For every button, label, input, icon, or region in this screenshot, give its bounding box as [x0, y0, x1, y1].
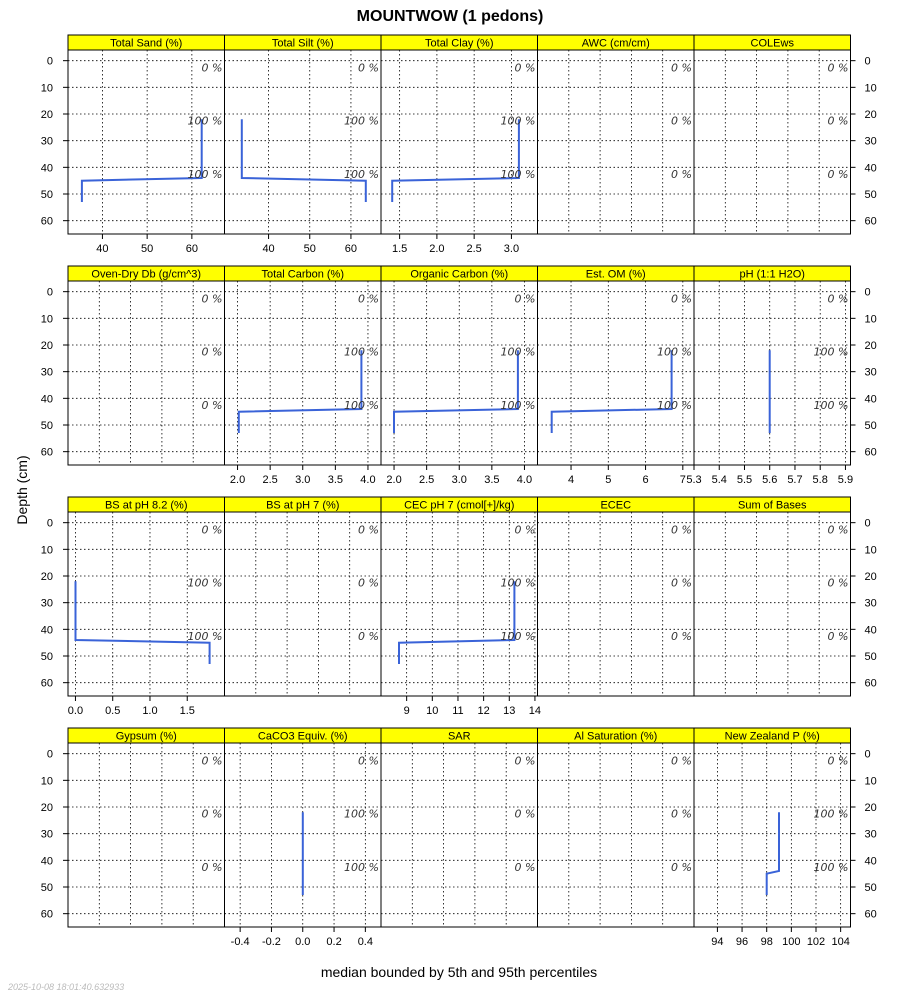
- x-tick-label: 60: [344, 243, 358, 255]
- x-tick-label: 0.4: [357, 936, 373, 948]
- y-tick-label: 50: [864, 651, 877, 663]
- y-tick-label: 10: [864, 544, 877, 557]
- y-tick-label: 10: [40, 544, 53, 557]
- y-tick-label: 10: [864, 82, 877, 95]
- percent-label: 0 %: [514, 61, 536, 75]
- y-tick-label: 60: [864, 677, 877, 690]
- y-tick-label: 10: [40, 82, 53, 95]
- percent-label: 0 %: [201, 292, 223, 306]
- panel-title: Est. OM (%): [585, 268, 646, 281]
- panel-title: SAR: [447, 730, 471, 743]
- percent-label: 0 %: [358, 754, 379, 768]
- percent-label: 100 %: [187, 576, 223, 590]
- y-tick-label: 40: [864, 855, 877, 868]
- y-tick-label: 30: [40, 828, 53, 841]
- percent-label: 0 %: [201, 345, 223, 359]
- panel-title: Organic Carbon (%): [410, 268, 509, 281]
- y-tick-label: 60: [864, 215, 877, 228]
- percent-label: 100 %: [344, 345, 379, 359]
- panel: [694, 728, 877, 948]
- panel-title: Total Sand (%): [110, 37, 183, 50]
- percent-label: 100 %: [813, 807, 849, 821]
- y-tick-label: 20: [40, 802, 53, 814]
- panel-border: [225, 50, 382, 234]
- y-tick-label: 0: [46, 55, 53, 68]
- x-tick-label: 50: [141, 243, 154, 255]
- y-tick-label: 60: [864, 446, 877, 459]
- percent-label: 0 %: [671, 168, 692, 181]
- y-tick-label: 20: [864, 340, 877, 352]
- percent-label: 0 %: [514, 754, 536, 768]
- percent-label: 0 %: [358, 630, 379, 643]
- x-tick-label: 102: [806, 936, 826, 948]
- x-tick-label: 3.0: [451, 474, 467, 486]
- percent-label: 100 %: [187, 630, 223, 643]
- x-tick-label: 5.9: [837, 474, 854, 486]
- y-tick-label: 0: [46, 517, 53, 530]
- x-tick-label: 2.0: [386, 474, 402, 486]
- percent-label: 100 %: [500, 345, 536, 359]
- y-tick-label: 20: [40, 340, 53, 352]
- y-tick-label: 30: [40, 597, 53, 610]
- panel: [381, 497, 541, 717]
- x-tick-label: 12: [477, 705, 490, 717]
- x-tick-label: 1.5: [179, 705, 195, 717]
- y-tick-label: 50: [40, 420, 53, 432]
- x-tick-label: 9: [403, 705, 410, 717]
- percent-label: 100 %: [344, 399, 379, 412]
- x-tick-label: 0.0: [295, 936, 311, 948]
- x-tick-label: -0.2: [261, 936, 281, 948]
- panel-title: New Zealand P (%): [724, 730, 820, 743]
- median-line: [242, 119, 366, 202]
- median-line: [394, 350, 518, 433]
- panel-border: [68, 512, 225, 696]
- y-tick-label: 0: [864, 286, 871, 299]
- x-tick-label: 3.5: [484, 474, 500, 486]
- y-tick-label: 30: [864, 366, 877, 379]
- y-tick-label: 60: [40, 677, 53, 690]
- percent-label: 0 %: [201, 61, 223, 75]
- y-tick-label: 40: [40, 624, 53, 637]
- y-tick-label: 30: [864, 597, 877, 610]
- panel-border: [538, 50, 695, 234]
- percent-label: 100 %: [813, 399, 849, 412]
- x-tick-label: 5.5: [736, 474, 753, 486]
- panel-border: [538, 512, 695, 696]
- panel-title: Total Silt (%): [271, 37, 334, 50]
- panel-border: [381, 50, 538, 234]
- x-tick-label: 40: [96, 243, 109, 255]
- x-tick-label: 5.7: [787, 474, 803, 486]
- panel-title: Total Carbon (%): [261, 268, 345, 281]
- y-tick-label: 20: [864, 802, 877, 814]
- percent-label: 0 %: [201, 754, 223, 768]
- y-tick-label: 30: [40, 135, 53, 148]
- x-tick-label: 0.2: [326, 936, 342, 948]
- x-tick-label: 6: [642, 474, 649, 486]
- percent-label: 100 %: [187, 168, 223, 181]
- panel: [41, 266, 225, 465]
- x-tick-label: 7: [679, 474, 686, 486]
- percent-label: 100 %: [500, 114, 536, 128]
- x-tick-label: 60: [185, 243, 198, 255]
- x-tick-label: 2.5: [262, 474, 278, 486]
- y-tick-label: 20: [864, 109, 877, 121]
- percent-label: 100 %: [500, 168, 536, 181]
- panel-title: CaCO3 Equiv. (%): [257, 730, 348, 743]
- panel-title: pH (1:1 H2O): [739, 268, 805, 281]
- x-tick-label: 0.5: [105, 705, 121, 717]
- percent-label: 0 %: [827, 576, 849, 590]
- median-line: [392, 119, 519, 202]
- percent-label: 0 %: [671, 576, 692, 590]
- y-tick-label: 10: [40, 313, 53, 326]
- median-line: [239, 350, 362, 433]
- percent-label: 0 %: [827, 754, 849, 768]
- panel: [538, 497, 695, 696]
- panel-grid: [41, 35, 877, 948]
- x-tick-label: 3.0: [503, 243, 520, 255]
- percent-label: 0 %: [514, 292, 536, 306]
- panel-title: Total Clay (%): [425, 37, 494, 50]
- y-tick-label: 40: [40, 393, 53, 406]
- x-tick-label: 5.8: [812, 474, 828, 486]
- percent-label: 100 %: [500, 630, 536, 643]
- x-tick-label: 13: [503, 705, 516, 717]
- y-tick-label: 30: [864, 828, 877, 841]
- median-line: [767, 812, 779, 895]
- percent-label: 0 %: [827, 114, 849, 128]
- x-tick-label: 14: [528, 705, 542, 717]
- panel-border: [225, 512, 382, 696]
- y-tick-label: 10: [864, 313, 877, 326]
- percent-label: 100 %: [344, 114, 379, 128]
- panel-border: [694, 512, 851, 696]
- x-tick-label: 10: [426, 705, 439, 717]
- percent-label: 0 %: [514, 523, 536, 537]
- y-tick-label: 50: [864, 189, 877, 201]
- panel-title: CEC pH 7 (cmol[+]/kg): [404, 499, 515, 512]
- x-tick-label: 98: [760, 936, 773, 948]
- percent-label: 0 %: [671, 292, 692, 306]
- percent-label: 0 %: [827, 61, 849, 75]
- percent-label: 0 %: [514, 807, 536, 821]
- y-tick-label: 50: [40, 189, 53, 201]
- percent-label: 100 %: [344, 861, 379, 874]
- percent-label: 0 %: [358, 576, 379, 590]
- y-tick-label: 0: [864, 55, 871, 68]
- panel-title: Gypsum (%): [115, 730, 177, 743]
- percent-label: 100 %: [657, 399, 692, 412]
- x-tick-label: 100: [782, 936, 801, 948]
- panel-title: AWC (cm/cm): [581, 37, 650, 50]
- x-tick-label: 3.0: [295, 474, 311, 486]
- x-tick-label: 40: [262, 243, 275, 255]
- y-tick-label: 0: [864, 748, 871, 761]
- y-tick-label: 60: [40, 446, 53, 459]
- y-axis-label: Depth (cm): [14, 455, 30, 525]
- panel: [538, 728, 695, 927]
- y-tick-label: 40: [40, 162, 53, 175]
- percent-label: 0 %: [201, 399, 223, 412]
- y-tick-label: 50: [40, 882, 53, 894]
- panel-title: Al Saturation (%): [574, 730, 658, 743]
- percent-label: 0 %: [827, 523, 849, 537]
- y-tick-label: 30: [40, 366, 53, 379]
- x-tick-label: 2.0: [229, 474, 246, 486]
- percent-label: 0 %: [514, 861, 536, 874]
- panel-border: [381, 743, 538, 927]
- percent-label: 100 %: [344, 807, 379, 821]
- x-tick-label: 5.3: [686, 474, 702, 486]
- median-line: [552, 350, 672, 433]
- panel: [41, 728, 225, 927]
- panel: [694, 497, 877, 696]
- y-tick-label: 0: [864, 517, 871, 530]
- panel-title: ECEC: [600, 499, 632, 512]
- panel: [41, 35, 225, 255]
- percent-label: 0 %: [201, 807, 223, 821]
- percent-label: 100 %: [813, 345, 849, 359]
- panel-border: [538, 743, 695, 927]
- panel: [225, 728, 382, 948]
- y-tick-label: 10: [864, 775, 877, 788]
- percent-label: 0 %: [671, 61, 692, 75]
- x-tick-label: 104: [831, 936, 850, 948]
- percent-label: 0 %: [671, 861, 692, 874]
- x-tick-label: 1.0: [142, 705, 158, 717]
- panel: [381, 266, 538, 486]
- panel-title: Sum of Bases: [738, 499, 807, 512]
- y-tick-label: 60: [40, 908, 53, 921]
- panel: [225, 35, 382, 255]
- x-tick-label: 5.6: [762, 474, 778, 486]
- percent-label: 100 %: [344, 168, 379, 181]
- panel: [686, 266, 876, 486]
- x-tick-label: 4.0: [360, 474, 376, 486]
- y-tick-label: 20: [864, 571, 877, 583]
- y-tick-label: 50: [40, 651, 53, 663]
- x-tick-label: 94: [711, 936, 724, 948]
- x-tick-label: 4.0: [516, 474, 533, 486]
- panel: [694, 35, 877, 234]
- x-tick-label: 50: [303, 243, 316, 255]
- percent-label: 0 %: [827, 292, 849, 306]
- y-tick-label: 60: [40, 215, 53, 228]
- y-tick-label: 50: [864, 882, 877, 894]
- percent-label: 0 %: [671, 523, 692, 537]
- y-tick-label: 40: [864, 393, 877, 406]
- y-tick-label: 40: [40, 855, 53, 868]
- x-tick-label: 4: [567, 474, 575, 486]
- timestamp: 2025-10-08 18:01:40.632933: [8, 982, 125, 992]
- percent-label: 0 %: [358, 523, 379, 537]
- x-tick-label: 96: [735, 936, 749, 948]
- panel-border: [68, 743, 225, 927]
- panel-border: [694, 50, 851, 234]
- figure-title: MOUNTWOW (1 pedons): [356, 8, 544, 25]
- panel-title: Oven-Dry Db (g/cm^3): [91, 268, 202, 281]
- x-tick-label: 5: [605, 474, 612, 486]
- y-tick-label: 20: [40, 109, 53, 121]
- x-tick-label: 2.5: [466, 243, 482, 255]
- x-tick-label: 11: [452, 705, 464, 717]
- x-tick-label: 0.0: [67, 705, 84, 717]
- y-tick-label: 40: [864, 624, 877, 637]
- panel: [225, 266, 382, 486]
- percent-label: 0 %: [201, 861, 223, 874]
- percent-label: 0 %: [671, 807, 692, 821]
- x-tick-label: -0.4: [230, 936, 250, 948]
- panel: [538, 266, 695, 486]
- y-tick-label: 40: [864, 162, 877, 175]
- x-tick-label: 5.4: [711, 474, 727, 486]
- median-line: [399, 581, 514, 664]
- percent-label: 100 %: [500, 576, 536, 590]
- y-tick-label: 20: [40, 571, 53, 583]
- panel-title: COLEws: [750, 37, 794, 50]
- percent-label: 0 %: [358, 292, 379, 306]
- percent-label: 0 %: [827, 630, 849, 643]
- percent-label: 0 %: [671, 630, 692, 643]
- y-tick-label: 30: [864, 135, 877, 148]
- panel-border: [538, 281, 695, 465]
- median-line: [82, 119, 202, 202]
- percent-label: 0 %: [358, 61, 379, 75]
- x-axis-label: median bounded by 5th and 95th percentiles: [320, 964, 598, 980]
- x-tick-label: 3.5: [327, 474, 344, 486]
- y-tick-label: 60: [864, 908, 877, 921]
- percent-label: 0 %: [671, 754, 692, 768]
- panel: [538, 35, 695, 234]
- panel: [225, 497, 382, 696]
- x-tick-label: 2.0: [429, 243, 445, 255]
- percent-label: 100 %: [187, 114, 223, 128]
- y-tick-label: 0: [46, 748, 53, 761]
- x-tick-label: 1.5: [391, 243, 408, 255]
- panel-border: [68, 281, 225, 465]
- median-line: [76, 581, 210, 664]
- x-tick-label: 2.5: [418, 474, 435, 486]
- panel-border: [694, 281, 851, 465]
- percent-label: 100 %: [500, 399, 536, 412]
- panel: [381, 728, 538, 927]
- percent-label: 0 %: [671, 114, 692, 128]
- percent-label: 100 %: [813, 861, 849, 874]
- y-tick-label: 50: [864, 420, 877, 432]
- y-tick-label: 10: [40, 775, 53, 788]
- percent-label: 0 %: [201, 523, 223, 537]
- panel: [381, 35, 538, 255]
- percent-label: 100 %: [657, 345, 692, 359]
- panel-title: BS at pH 7 (%): [266, 499, 340, 512]
- panel-title: BS at pH 8.2 (%): [104, 499, 188, 512]
- percent-label: 0 %: [827, 168, 849, 181]
- panel: [41, 497, 225, 717]
- y-tick-label: 0: [46, 286, 53, 299]
